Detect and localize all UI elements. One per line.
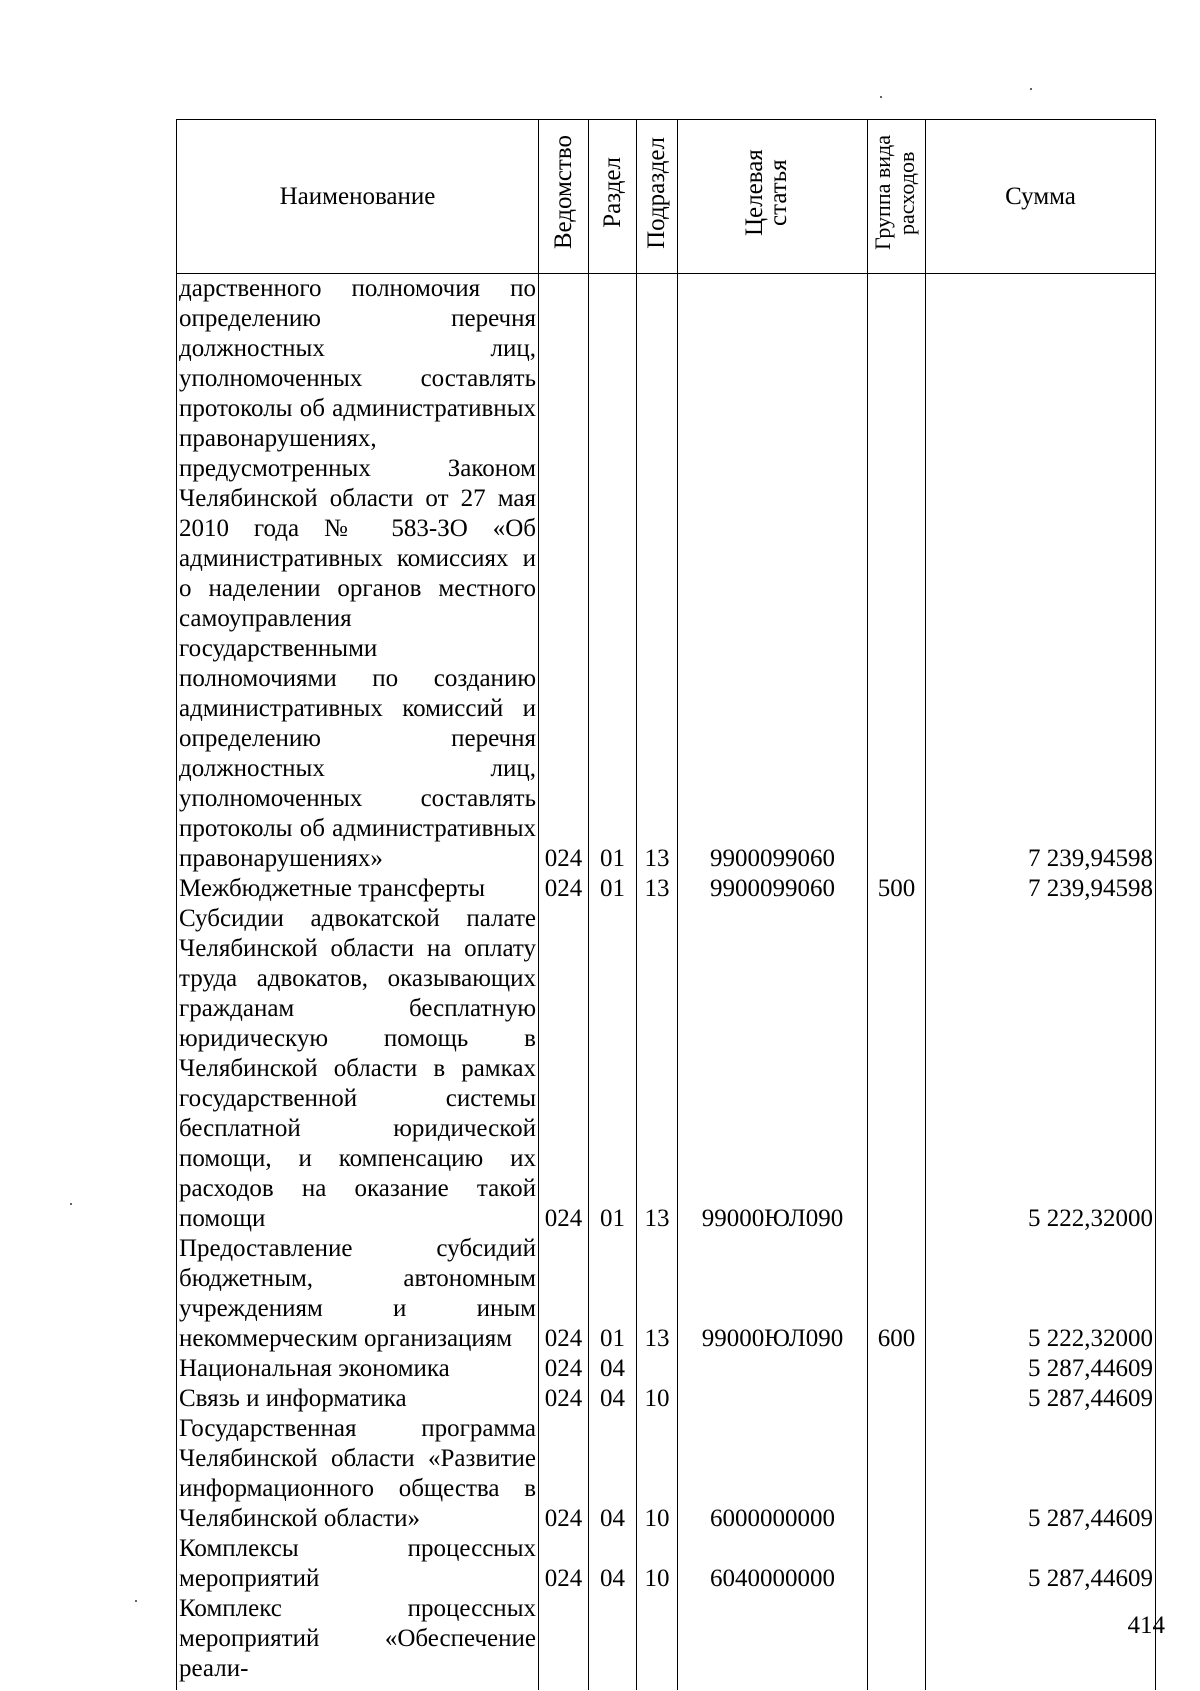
filler-cell [637, 1684, 678, 1690]
table-row [177, 1354, 1156, 1384]
row-raz-cell: 04 [589, 1384, 637, 1414]
row-ved-cell: 024 [539, 1234, 589, 1354]
header-celevaya-label: Целевая статья [740, 149, 792, 236]
row-pod-cell: 10 [637, 1414, 678, 1534]
row-ved-cell: 024 [539, 1534, 589, 1594]
scan-speck [135, 1600, 137, 1602]
row-grp-cell [868, 274, 926, 875]
row-sum-cell: 5 287,44609 [926, 1354, 1156, 1384]
filler-cell [539, 1684, 589, 1690]
row-sum-cell: 5 222,32000 [926, 1234, 1156, 1354]
header-podrazdel [637, 120, 678, 274]
row-pod-cell: 10 [637, 1384, 678, 1414]
filler-cell [177, 1684, 539, 1690]
row-name-cell: Связь и информатика [177, 1384, 539, 1414]
row-sum-cell: 5 222,32000 [926, 904, 1156, 1234]
row-sum-cell: 5 287,44609 [926, 1384, 1156, 1414]
row-raz-cell: 04 [589, 1414, 637, 1534]
filler-cell [678, 1684, 868, 1690]
row-sum-cell [926, 1594, 1156, 1684]
filler-cell [589, 1684, 637, 1690]
row-cel-cell [678, 1594, 868, 1684]
row-name-cell: Государственная программа Челябинской области «Развитие информационного общества в Челябинской области» [177, 1414, 539, 1534]
row-cel-cell [678, 1354, 868, 1384]
row-ved-cell: 024 [539, 874, 589, 904]
scan-speck [880, 96, 882, 98]
row-ved-cell: 024 [539, 1354, 589, 1384]
row-name-cell: дарственного полномочия по определению перечня должностных лиц, уполномоченных составлять протоколы об административных правонарушениях, предусмотренных Законом Челябинской области от 27 мая 2010 года № 583-ЗО «Об административных комиссиях и о наделении органов местного самоуправления государственными полномочиями по созданию административных комиссий и определению перечня должностных лиц, уполномоченных составлять протоколы об административных правонарушениях» [177, 274, 539, 875]
scan-speck [70, 1203, 72, 1205]
row-ved-cell: 024 [539, 904, 589, 1234]
header-name [177, 120, 539, 274]
row-name-cell: Национальная экономика [177, 1354, 539, 1384]
row-grp-cell [868, 1384, 926, 1414]
row-sum-cell: 7 239,94598 [926, 274, 1156, 875]
header-razdel [589, 120, 637, 274]
row-pod-cell: 13 [637, 1234, 678, 1354]
row-raz-cell [589, 1594, 637, 1684]
row-cel-cell: 99000ЮЛ090 [678, 1234, 868, 1354]
row-cel-cell: 6040000000 [678, 1534, 868, 1594]
header-podrazdel-label: Подраздел [643, 136, 670, 249]
row-raz-cell: 01 [589, 274, 637, 875]
row-name-cell: Комплексы процессных мероприятий [177, 1534, 539, 1594]
row-name-cell: Субсидии адвокатской палате Челябинской области на оплату труда адвокатов, оказывающих гражданам бесплатную юридическую помощь в Челябинской области в рамках государственной системы бесплатной юридической помощи, и компенсацию их расходов на оказание такой помощи [177, 904, 539, 1234]
table-row [177, 904, 1156, 1234]
table-header-row [177, 120, 1156, 274]
table-row [177, 274, 1156, 875]
header-razdel-label: Раздел [598, 157, 626, 228]
header-gruppa [868, 120, 926, 274]
header-celevaya [678, 120, 868, 274]
row-grp-cell: 500 [868, 874, 926, 904]
row-pod-cell [637, 1354, 678, 1384]
header-name-label: Наименование [279, 182, 436, 210]
row-pod-cell: 13 [637, 274, 678, 875]
row-pod-cell: 10 [637, 1534, 678, 1594]
row-grp-cell [868, 1594, 926, 1684]
row-sum-cell: 7 239,94598 [926, 874, 1156, 904]
header-vedomstvo [539, 120, 589, 274]
page-number: 414 [1127, 1612, 1165, 1639]
row-cel-cell: 6000000000 [678, 1414, 868, 1534]
table-row [177, 1594, 1156, 1684]
row-ved-cell: 024 [539, 1414, 589, 1534]
filler-cell [926, 1684, 1156, 1690]
row-raz-cell: 01 [589, 874, 637, 904]
filler-cell [868, 1684, 926, 1690]
row-sum-cell: 5 287,44609 [926, 1534, 1156, 1594]
row-sum-cell: 5 287,44609 [926, 1414, 1156, 1534]
row-raz-cell: 04 [589, 1534, 637, 1594]
table-row [177, 1534, 1156, 1594]
row-raz-cell: 04 [589, 1354, 637, 1384]
table-row [177, 1384, 1156, 1414]
row-grp-cell [868, 904, 926, 1234]
table-row [177, 874, 1156, 904]
budget-table [176, 119, 1156, 1690]
row-raz-cell: 01 [589, 904, 637, 1234]
table-bottom-filler [177, 1684, 1156, 1690]
scan-speck [1030, 88, 1032, 90]
row-pod-cell: 13 [637, 904, 678, 1234]
row-pod-cell: 13 [637, 874, 678, 904]
row-grp-cell [868, 1534, 926, 1594]
row-ved-cell [539, 1594, 589, 1684]
row-cel-cell: 99000ЮЛ090 [678, 904, 868, 1234]
row-cel-cell: 9900099060 [678, 274, 868, 875]
row-name-cell: Комплекс процессных мероприятий «Обеспечение реали- [177, 1594, 539, 1684]
row-cel-cell: 9900099060 [678, 874, 868, 904]
row-cel-cell [678, 1384, 868, 1414]
header-gruppa-label: Группа вида расходов [869, 135, 919, 250]
header-summa [926, 120, 1156, 274]
header-vedomstvo-label: Ведомство [549, 135, 577, 250]
header-summa-label: Сумма [1005, 182, 1076, 210]
row-ved-cell: 024 [539, 274, 589, 875]
row-grp-cell [868, 1414, 926, 1534]
table-row [177, 1234, 1156, 1354]
row-name-cell: Предоставление субсидий бюджетным, автономным учреждениям и иным некоммерческим организациям [177, 1234, 539, 1354]
row-ved-cell: 024 [539, 1384, 589, 1414]
table-row [177, 1414, 1156, 1534]
row-grp-cell [868, 1354, 926, 1384]
row-pod-cell [637, 1594, 678, 1684]
row-grp-cell: 600 [868, 1234, 926, 1354]
row-raz-cell: 01 [589, 1234, 637, 1354]
row-name-cell: Межбюджетные трансферты [177, 874, 539, 904]
